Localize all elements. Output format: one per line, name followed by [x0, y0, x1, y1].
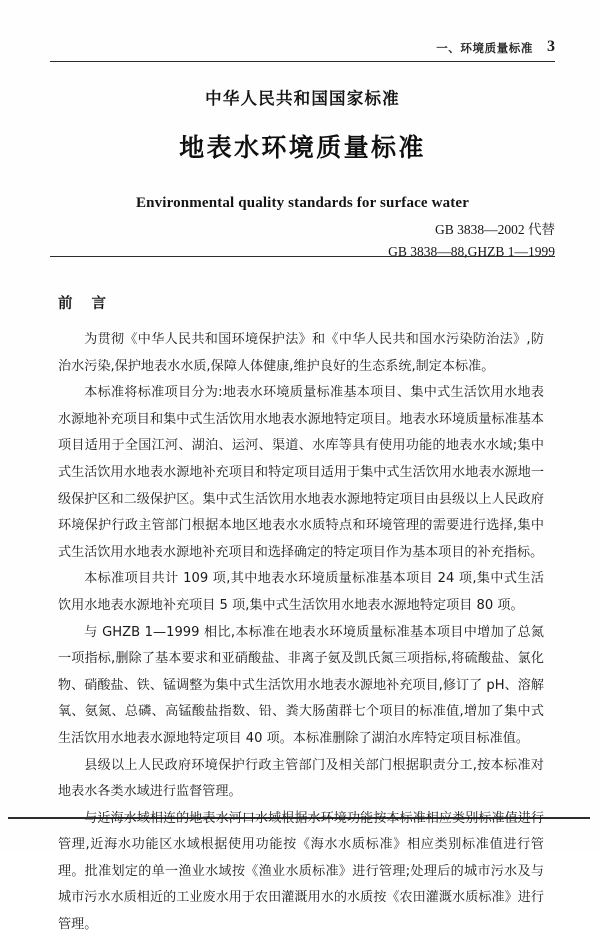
header-divider-rule [50, 61, 555, 62]
running-header-section-title: 一、环境质量标准 [436, 41, 533, 55]
scan-edge-artifact [8, 817, 590, 819]
foreword-paragraph: 本标准将标准项目分为:地表水环境质量标准基本项目、集中式生活饮用水地表水源地补充项目和集中式生活饮用水地表水源地特定项目。地表水环境质量标准基本项目适用于全国江河、湖泊、运河、渠道、水库等具有使用功能的地表水水域;集中式生活饮用水地表水源地补充项目和特定项目适用于集中式生活饮用水地表水源地一级保护区和二级保护区。集中式生活饮用水地表水源地特定项目由县级以上人民政府环境保护行政主管部门根据本地区地表水水质特点和环境管理的需要进行选择,集中式生活饮用水地表水源地补充项目和选择确定的特定项目作为基本项目的补充指标。 [58, 385, 544, 560]
standard-code-superseded: GB 3838—88,GHZB 1—1999 [388, 243, 555, 259]
foreword-paragraph: 与 GHZB 1—1999 相比,本标准在地表水环境质量标准基本项目中增加了总氮一项指标,删除了基本要求和亚硝酸盐、非离子氨及凯氏氮三项指标,将硫酸盐、氯化物、硝酸盐、铁、锰调整为集中式生活饮用水地表水源地补充项目,修订了 pH、溶解氧、氨氮、总磷、高锰酸盐指数、铅、粪大肠菌群七个项目的标准值,增加了集中式生活饮用水地表水源地特定项目 40 项。本标准删除了湖泊水库特定项目标准值。 [58, 624, 544, 746]
foreword-paragraph: 与近海水域相连的地表水河口水域根据水环境功能按本标准相应类别标准值进行管理,近海水功能区水域根据使用功能按《海水水质标准》相应类别标准值进行管理。批准划定的单一渔业水域按《渔业水质标准》进行管理;处理后的城市污水及与城市污水水质相近的工业废水用于农田灌溉用水的水质按《农田灌溉水质标准》进行管理。 [58, 810, 544, 933]
page-number: 3 [547, 38, 555, 55]
national-standard-label: 中华人民共和国国家标准 [205, 89, 400, 108]
title-block [50, 88, 555, 212]
document-title-english: Environmental quality standards for surface water [135, 194, 470, 211]
title-divider-rule [50, 256, 555, 257]
standard-code-current: GB 3838—2002 代替 [434, 222, 555, 237]
foreword-body [58, 327, 544, 939]
foreword-paragraph: 本标准项目共计 109 项,其中地表水环境质量标准基本项目 24 项,集中式生活饮用水地表水源地补充项目 5 项,集中式生活饮用水地表水源地特定项目 80 项。 [58, 571, 544, 613]
running-header [50, 38, 555, 56]
foreword-paragraph: 县级以上人民政府环境保护行政主管部门及相关部门根据职责分工,按本标准对地表水各类水域进行监督管理。 [58, 757, 544, 800]
foreword-heading: 前 言 [58, 296, 114, 312]
foreword-paragraph: 为贯彻《中华人民共和国环境保护法》和《中华人民共和国水污染防治法》,防治水污染,保护地表水水质,保障人体健康,维护良好的生态系统,制定本标准。 [58, 332, 544, 374]
document-title: 地表水环境质量标准 [179, 133, 426, 163]
